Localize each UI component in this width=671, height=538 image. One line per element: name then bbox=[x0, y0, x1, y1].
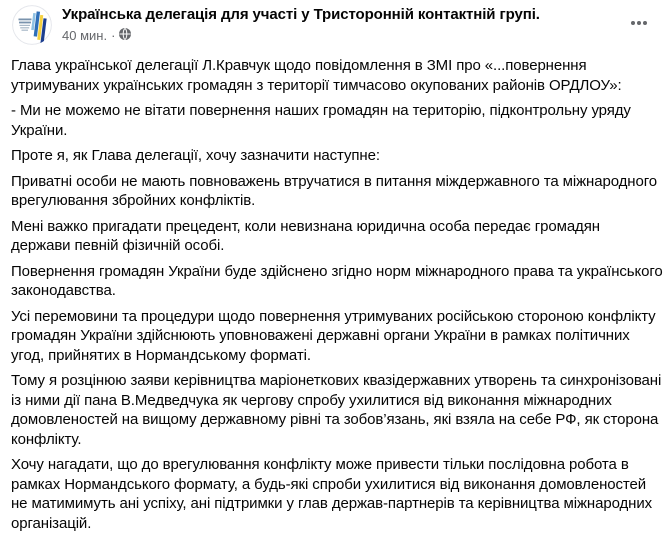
post-paragraph: Хочу нагадати, що до врегулювання конфлікту може привести тільки послідовна робота в рамках Нормандського формату, а будь-які спроби ухилитися від виконання домовленостей не матимимуть ані успіху, ані підтримки у глав держав-партнерів та керівництва міжнародних організацій. bbox=[11, 456, 657, 532]
globe-public-icon bbox=[119, 28, 131, 44]
post-paragraph: Повернення громадян України буде здійснено згідно норм міжнародного права та українського законодавства. bbox=[11, 262, 667, 299]
page-name-link[interactable]: Українська делегація для участі у Тристоронній контактній групі. bbox=[62, 6, 540, 23]
timestamp-link[interactable]: 40 мин. bbox=[62, 27, 108, 43]
post-paragraph: - Ми не можемо не вітати повернення наших громадян на територію, підконтрольну уряду України. bbox=[11, 102, 635, 139]
avatar[interactable] bbox=[12, 5, 52, 45]
post-paragraph: Усі перемовини та процедури щодо повернення утримуваних російською стороною конфлікту громадян України здійснюють уповноважені державні органи України в рамках політичних угод, прийнятих в Нормандському форматі. bbox=[11, 307, 660, 364]
meta-separator: · bbox=[111, 27, 116, 43]
post-header bbox=[0, 0, 671, 45]
post-paragraph: Глава української делегації Л.Кравчук щодо повідомлення в ЗМІ про «...повернення утримуваних українських громадян з території тимчасово окупованих районів ОРДЛОУ»: bbox=[11, 57, 622, 94]
post-paragraph: Проте я, як Глава делегації, хочу зазначити наступне: bbox=[11, 147, 380, 164]
header-info bbox=[62, 5, 623, 44]
post-paragraph: Мені важко пригадати прецедент, коли невизнана юридична особа передає громадян держави певній фізичній особі. bbox=[11, 217, 604, 254]
post-paragraph: Тому я розцінюю заяви керівництва маріонеткових квазідержавних утворень та синхронізовані із ними дії пана В.Медведчука як чергову спробу ухилитися від виконання міжнародних домовленостей на вищому державному рівні та зобов’язань, які взяла на себе РФ, як сторона конфлікту. bbox=[11, 372, 666, 448]
post-meta bbox=[62, 27, 623, 44]
post-text bbox=[0, 45, 671, 533]
post-paragraph: Приватні особи не мають повноважень втручатися в питання міждержавного та міжнародного врегулювання збройних конфліктів. bbox=[11, 172, 662, 209]
more-options-button[interactable] bbox=[623, 7, 655, 39]
delegation-logo-icon bbox=[12, 5, 52, 45]
ellipsis-horizontal-icon bbox=[629, 13, 649, 33]
